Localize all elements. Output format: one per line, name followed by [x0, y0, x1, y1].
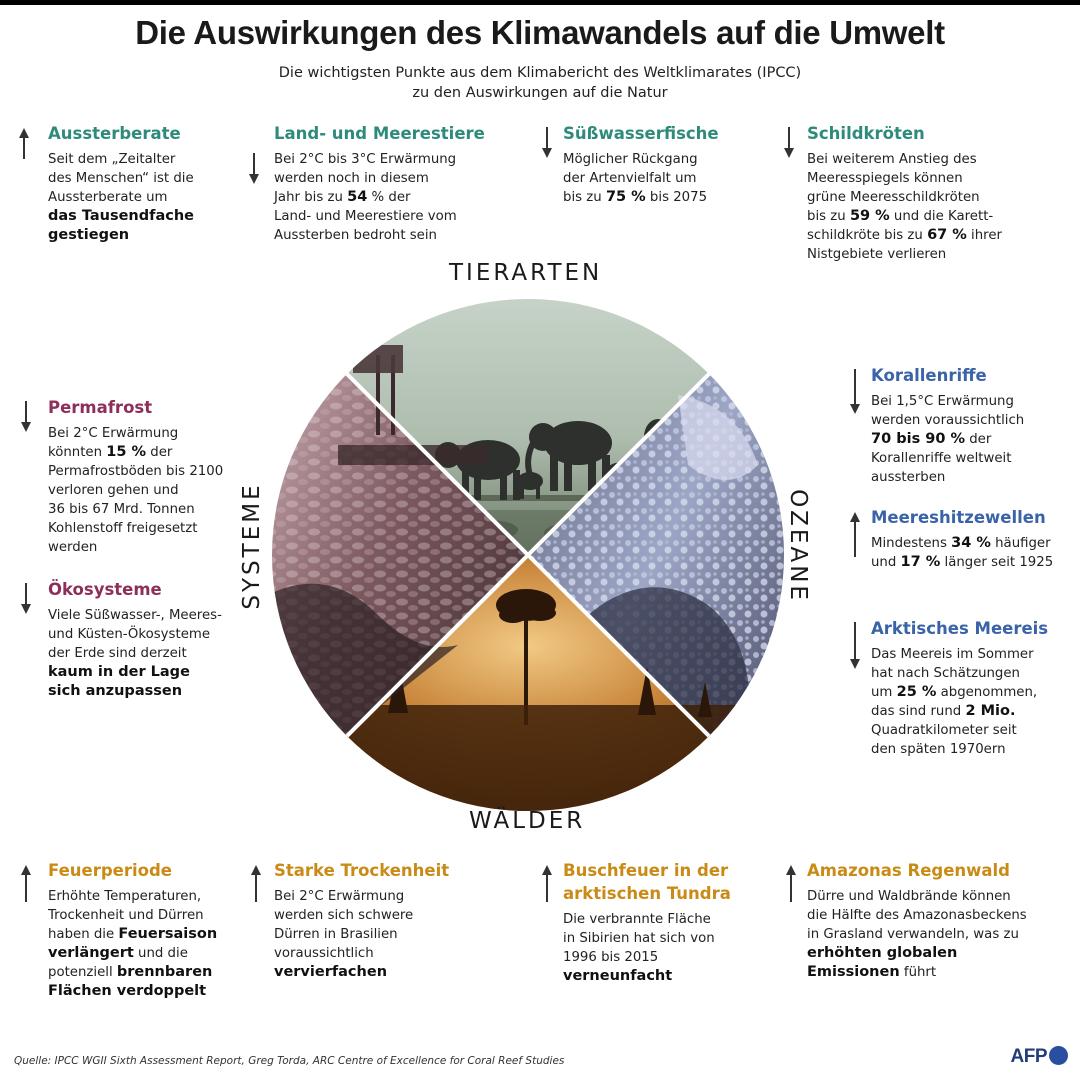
item-line: Nistgebiete verlieren	[807, 247, 947, 262]
item-line: Dürre und Waldbrände können	[807, 889, 1011, 904]
item-feuerperiode	[48, 859, 217, 1001]
item-title: Schildkröten	[807, 124, 925, 143]
afp-logo	[1011, 1046, 1069, 1068]
item-text: und	[871, 555, 901, 570]
section-label-waelder: WÄLDER	[469, 808, 586, 834]
section-label-tierarten: TIERARTEN	[449, 260, 603, 286]
item-line: Dürren in Brasilien	[274, 927, 398, 942]
item-title: Aussterberate	[48, 124, 181, 143]
arrow-up-icon	[250, 863, 262, 903]
item-title: Permafrost	[48, 398, 153, 417]
item-text: bis zu	[563, 190, 606, 205]
item-line: die Hälfte des Amazonasbeckens	[807, 908, 1027, 923]
item-line: Land- und Meerestiere vom	[274, 209, 457, 224]
item-text: bis zu	[807, 209, 850, 224]
arrow-up-icon	[849, 510, 861, 558]
item-emphasis: 25 %	[896, 684, 937, 700]
arrow-up-icon	[785, 863, 797, 903]
item-emphasis: 59 %	[849, 208, 890, 224]
arrow-down-icon	[783, 126, 795, 160]
item-suesswasserfische	[563, 122, 719, 207]
item-text: Jahr bis zu	[274, 190, 348, 205]
item-title: Ökosysteme	[48, 580, 162, 599]
item-body	[274, 887, 449, 982]
item-title: Süßwasserfische	[563, 124, 719, 143]
item-title: Buschfeuer in der	[563, 861, 729, 880]
item-aussterberate	[48, 122, 194, 245]
item-line: des Menschen“ ist die	[48, 171, 194, 186]
item-emphasis: brennbaren	[116, 964, 213, 980]
item-title: Arktisches Meereis	[871, 619, 1049, 638]
item-line: Bei weiterem Anstieg des	[807, 152, 977, 167]
arrow-down-icon	[20, 582, 32, 616]
afp-logo-dot-icon	[1049, 1046, 1068, 1065]
item-emphasis: 2 Mio.	[965, 703, 1016, 719]
item-oekosysteme	[48, 578, 222, 701]
item-body	[48, 606, 222, 701]
item-body	[871, 392, 1024, 487]
arrow-up-icon	[20, 863, 32, 903]
arrow-down-icon	[849, 368, 861, 416]
item-text: der	[146, 445, 173, 460]
item-body	[871, 645, 1048, 759]
item-emphasis: 67 %	[927, 227, 967, 243]
item-title: arktischen Tundra	[563, 884, 731, 903]
item-line: Bei 1,5°C Erwärmung	[871, 394, 1014, 409]
item-text: Mindestens	[871, 536, 952, 551]
item-line: Permafrostböden bis 2100	[48, 464, 224, 479]
item-text: führt	[899, 965, 937, 980]
item-text: % der	[367, 190, 411, 205]
arrow-up-icon	[541, 863, 553, 903]
item-body	[274, 150, 485, 245]
item-text: bis 2075	[645, 190, 708, 205]
item-emphasis: Emissionen	[807, 964, 900, 980]
arrow-down-icon	[849, 621, 861, 671]
item-emphasis: 70 bis 90 %	[871, 431, 966, 447]
item-line: Kohlenstoff freigesetzt	[48, 521, 198, 536]
item-line: Seit dem „Zeitalter	[48, 152, 176, 167]
subtitle-line-1: Die wichtigsten Punkte aus dem Klimabericht des Weltklimarates (IPCC)	[278, 65, 802, 81]
item-starke-trockenheit	[274, 859, 449, 982]
item-emphasis: Flächen verdoppelt	[48, 983, 207, 999]
item-emphasis: 15 %	[106, 444, 147, 460]
item-line: Aussterben bedroht sein	[274, 228, 437, 243]
item-text: schildkröte bis zu	[807, 228, 928, 243]
arrow-up-icon	[18, 126, 30, 160]
item-line: Die verbrannte Fläche	[563, 912, 711, 927]
item-line: Meeresspiegels können	[807, 171, 963, 186]
item-line: Aussterberate um	[48, 190, 168, 205]
item-text: häufiger	[990, 536, 1051, 551]
item-body	[871, 534, 1053, 572]
item-text: könnten	[48, 445, 107, 460]
item-text: und die Karett-	[889, 209, 994, 224]
item-schildkroeten	[807, 122, 1002, 264]
item-body	[48, 150, 194, 245]
item-line: Bei 2°C bis 3°C Erwärmung	[274, 152, 457, 167]
item-line: hat nach Schätzungen	[871, 666, 1020, 681]
item-emphasis: 17 %	[900, 554, 941, 570]
item-line: voraussichtlich	[274, 946, 374, 961]
page-title: Die Auswirkungen des Klimawandels auf die Umwelt	[135, 14, 945, 51]
item-line: Quadratkilometer seit	[871, 723, 1017, 738]
item-meereshitzewellen	[871, 506, 1053, 572]
item-line: grüne Meeresschildkröten	[807, 190, 980, 205]
item-line: Bei 2°C Erwärmung	[48, 426, 179, 441]
item-line: werden sich schwere	[274, 908, 414, 923]
item-line: und Küsten-Ökosysteme	[48, 627, 211, 642]
item-emphasis: das Tausendfache	[48, 208, 194, 224]
item-body	[807, 887, 1027, 982]
arrow-down-icon	[20, 400, 32, 434]
subtitle-line-2: zu den Auswirkungen auf die Natur	[412, 85, 668, 101]
item-land-meerestiere	[274, 122, 485, 245]
item-emphasis: 75 %	[605, 189, 646, 205]
item-title: Feuerperiode	[48, 861, 172, 880]
item-line: Erhöhte Temperaturen,	[48, 889, 202, 904]
item-line: 1996 bis 2015	[563, 950, 659, 965]
item-arktisches-meereis	[871, 617, 1048, 759]
item-body	[48, 887, 217, 1001]
item-text: ihrer	[966, 228, 1002, 243]
item-text: haben die	[48, 927, 119, 942]
item-line: in Grasland verwandeln, was zu	[807, 927, 1019, 942]
item-text: länger seit 1925	[940, 555, 1054, 570]
afp-logo-text: AFP	[1010, 1046, 1047, 1067]
section-label-ozeane: OZEANE	[785, 489, 811, 603]
item-emphasis: erhöhten globalen	[807, 945, 958, 961]
item-text: und die	[133, 946, 188, 961]
item-line: in Sibirien hat sich von	[563, 931, 715, 946]
item-emphasis: 34 %	[951, 535, 991, 551]
item-emphasis: Feuersaison	[118, 926, 218, 942]
top-rule	[0, 0, 1080, 5]
item-text: das sind rund	[871, 704, 966, 719]
item-line: Trockenheit und Dürren	[48, 908, 204, 923]
item-line: Korallenriffe weltweit	[871, 451, 1012, 466]
item-line: der Erde sind derzeit	[48, 646, 187, 661]
item-title: Starke Trockenheit	[274, 861, 450, 880]
item-text: der	[965, 432, 992, 447]
item-line: den späten 1970ern	[871, 742, 1006, 757]
section-label-systeme: SYSTEME	[239, 482, 265, 610]
arrow-down-icon	[541, 126, 553, 160]
item-body	[563, 150, 719, 207]
item-title: Korallenriffe	[871, 366, 987, 385]
item-text: um	[871, 685, 897, 700]
item-text: potenziell	[48, 965, 117, 980]
item-emphasis: gestiegen	[48, 227, 130, 243]
item-body	[563, 910, 731, 986]
item-body	[48, 424, 223, 557]
arrow-down-icon	[248, 152, 260, 186]
item-emphasis: sich anzupassen	[48, 683, 183, 699]
item-line: Viele Süßwasser-, Meeres-	[48, 608, 222, 623]
item-emphasis: vervierfachen	[274, 964, 388, 980]
item-line: Möglicher Rückgang	[563, 152, 698, 167]
item-line: Bei 2°C Erwärmung	[274, 889, 405, 904]
item-line: werden	[48, 540, 98, 555]
item-title: Meereshitzewellen	[871, 508, 1046, 527]
item-emphasis: 54	[347, 189, 368, 205]
item-line: werden voraussichtlich	[871, 413, 1025, 428]
page-subtitle	[0, 63, 1080, 103]
item-korallenriffe	[871, 364, 1024, 487]
item-line: verloren gehen und	[48, 483, 179, 498]
item-title: Land- und Meerestiere	[274, 124, 485, 143]
item-title: Amazonas Regenwald	[807, 861, 1010, 880]
item-line: aussterben	[871, 470, 946, 485]
item-emphasis: kaum in der Lage	[48, 664, 190, 680]
item-emphasis: verneunfacht	[563, 968, 673, 984]
item-emphasis: verlängert	[48, 945, 134, 961]
item-amazonas	[807, 859, 1027, 982]
item-permafrost	[48, 396, 223, 557]
item-line: der Artenvielfalt um	[563, 171, 697, 186]
source-note: Quelle: IPCC WGII Sixth Assessment Report, Greg Torda, ARC Centre of Excellence for Coral Reef Studies	[14, 1055, 565, 1067]
item-text: abgenommen,	[936, 685, 1038, 700]
item-body	[807, 150, 1002, 264]
item-line: 36 bis 67 Mrd. Tonnen	[48, 502, 195, 517]
item-line: werden noch in diesem	[274, 171, 429, 186]
center-photo-circle	[268, 295, 788, 815]
item-buschfeuer	[563, 859, 731, 986]
item-line: Das Meereis im Sommer	[871, 647, 1034, 662]
